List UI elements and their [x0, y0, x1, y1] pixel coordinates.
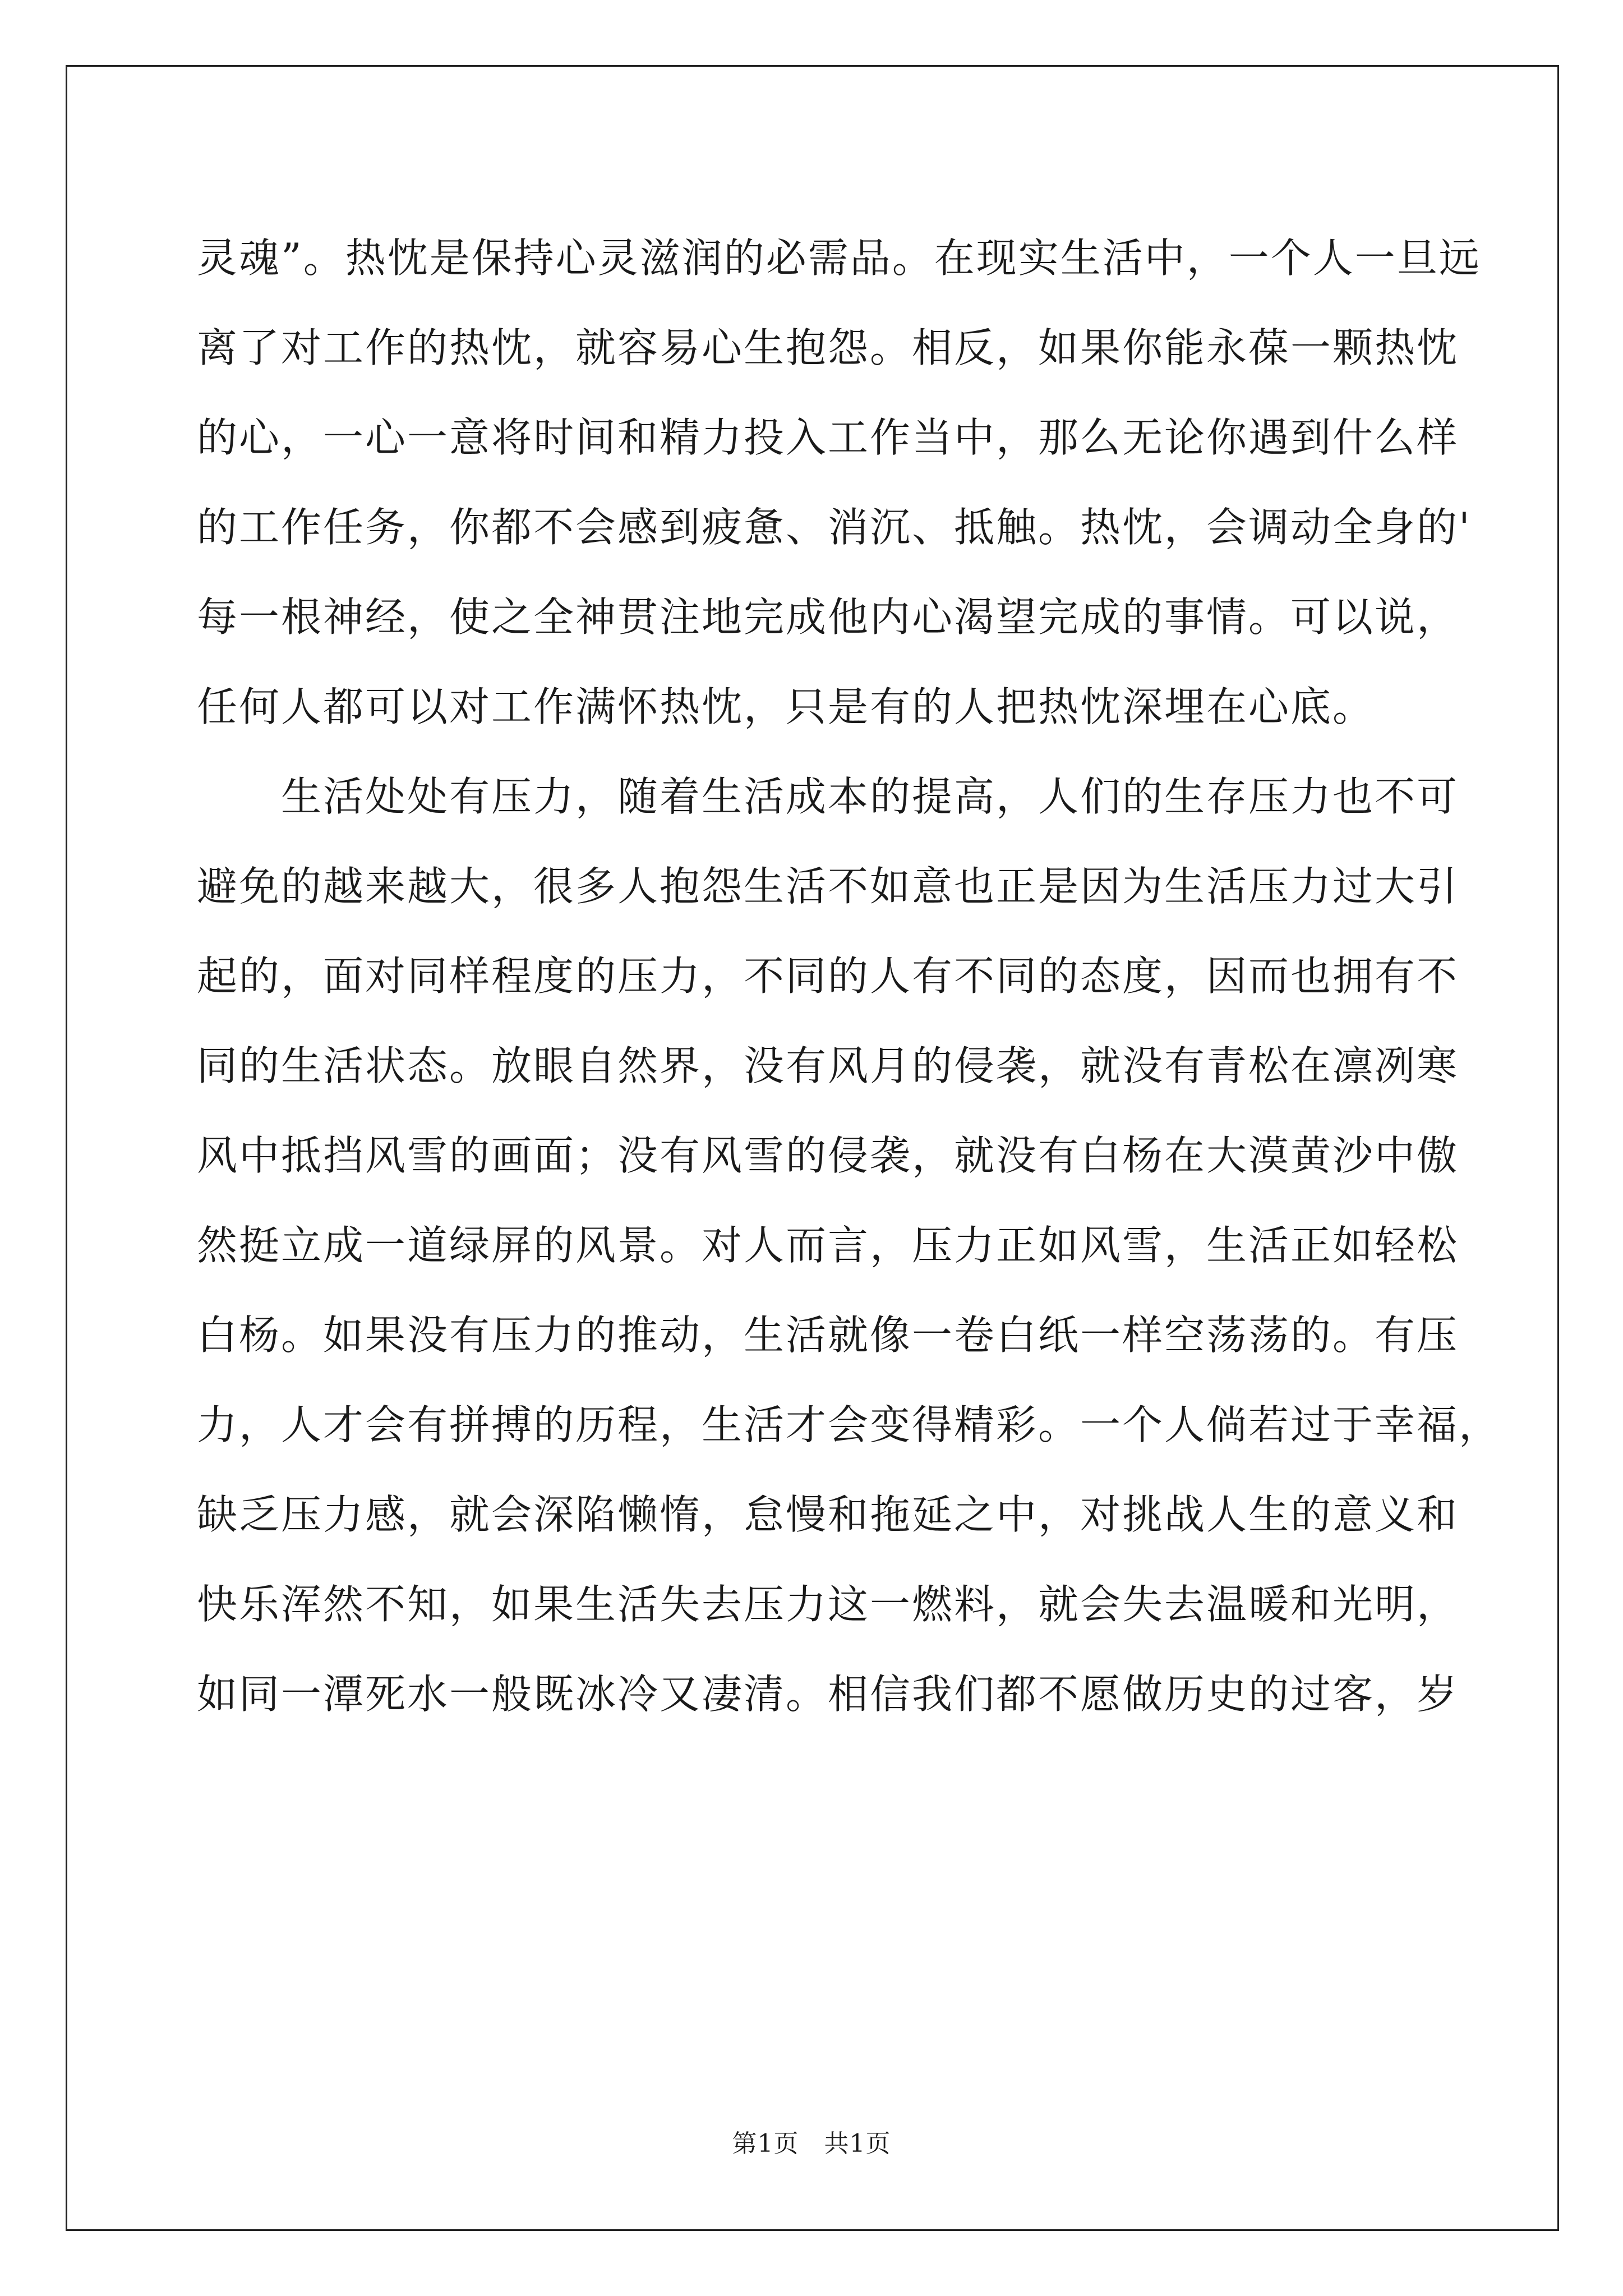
text-line: 风中抵挡风雪的画面；没有风雪的侵袭，就没有白杨在大漠黄沙中傲: [197, 1132, 1459, 1179]
text-line: 如同一潭死水一般既冰冷又凄清。相信我们都不愿做历史的过客，岁: [197, 1671, 1459, 1718]
text-line: 快乐浑然不知，如果生活失去压力这一燃料，就会失去温暖和光明，: [197, 1581, 1459, 1628]
text-line: 避免的越来越大，很多人抱怨生活不如意也正是因为生活压力过大引: [197, 863, 1459, 910]
text-line: 的工作任务，你都不会感到疲惫、消沉、抵触。热忱，会调动全身的': [197, 504, 1472, 551]
text-line: 力，人才会有拼搏的历程，生活才会变得精彩。一个人倘若过于幸福，: [197, 1401, 1501, 1448]
text-line: 任何人都可以对工作满怀热忱，只是有的人把热忱深埋在心底。: [197, 683, 1375, 730]
page-number-footer: 第1页 共1页: [732, 2129, 891, 2158]
text-line: 缺乏压力感，就会深陷懒惰，怠慢和拖延之中，对挑战人生的意义和: [197, 1491, 1459, 1538]
text-line: 每一根神经，使之全神贯注地完成他内心渴望完成的事情。可以说，: [197, 593, 1459, 641]
text-line: 然挺立成一道绿屏的风景。对人而言，压力正如风雪，生活正如轻松: [197, 1222, 1459, 1269]
paragraph-first-line: 生活处处有压力，随着生活成本的提高，人们的生存压力也不可: [281, 773, 1459, 820]
text-line: 白杨。如果没有压力的推动，生活就像一卷白纸一样空荡荡的。有压: [197, 1312, 1459, 1359]
text-line: 离了对工作的热忱，就容易心生抱怨。相反，如果你能永葆一颗热忱: [197, 324, 1459, 371]
text-line: 灵魂”。热忱是保持心灵滋润的必需品。在现实生活中，一个人一旦远: [197, 234, 1481, 282]
text-line: 起的，面对同样程度的压力，不同的人有不同的态度，因而也拥有不: [197, 953, 1459, 1000]
text-line: 的心，一心一意将时间和精力投入工作当中，那么无论你遇到什么样: [197, 414, 1459, 461]
text-line: 同的生活状态。放眼自然界，没有风月的侵袭，就没有青松在凛冽寒: [197, 1042, 1459, 1089]
